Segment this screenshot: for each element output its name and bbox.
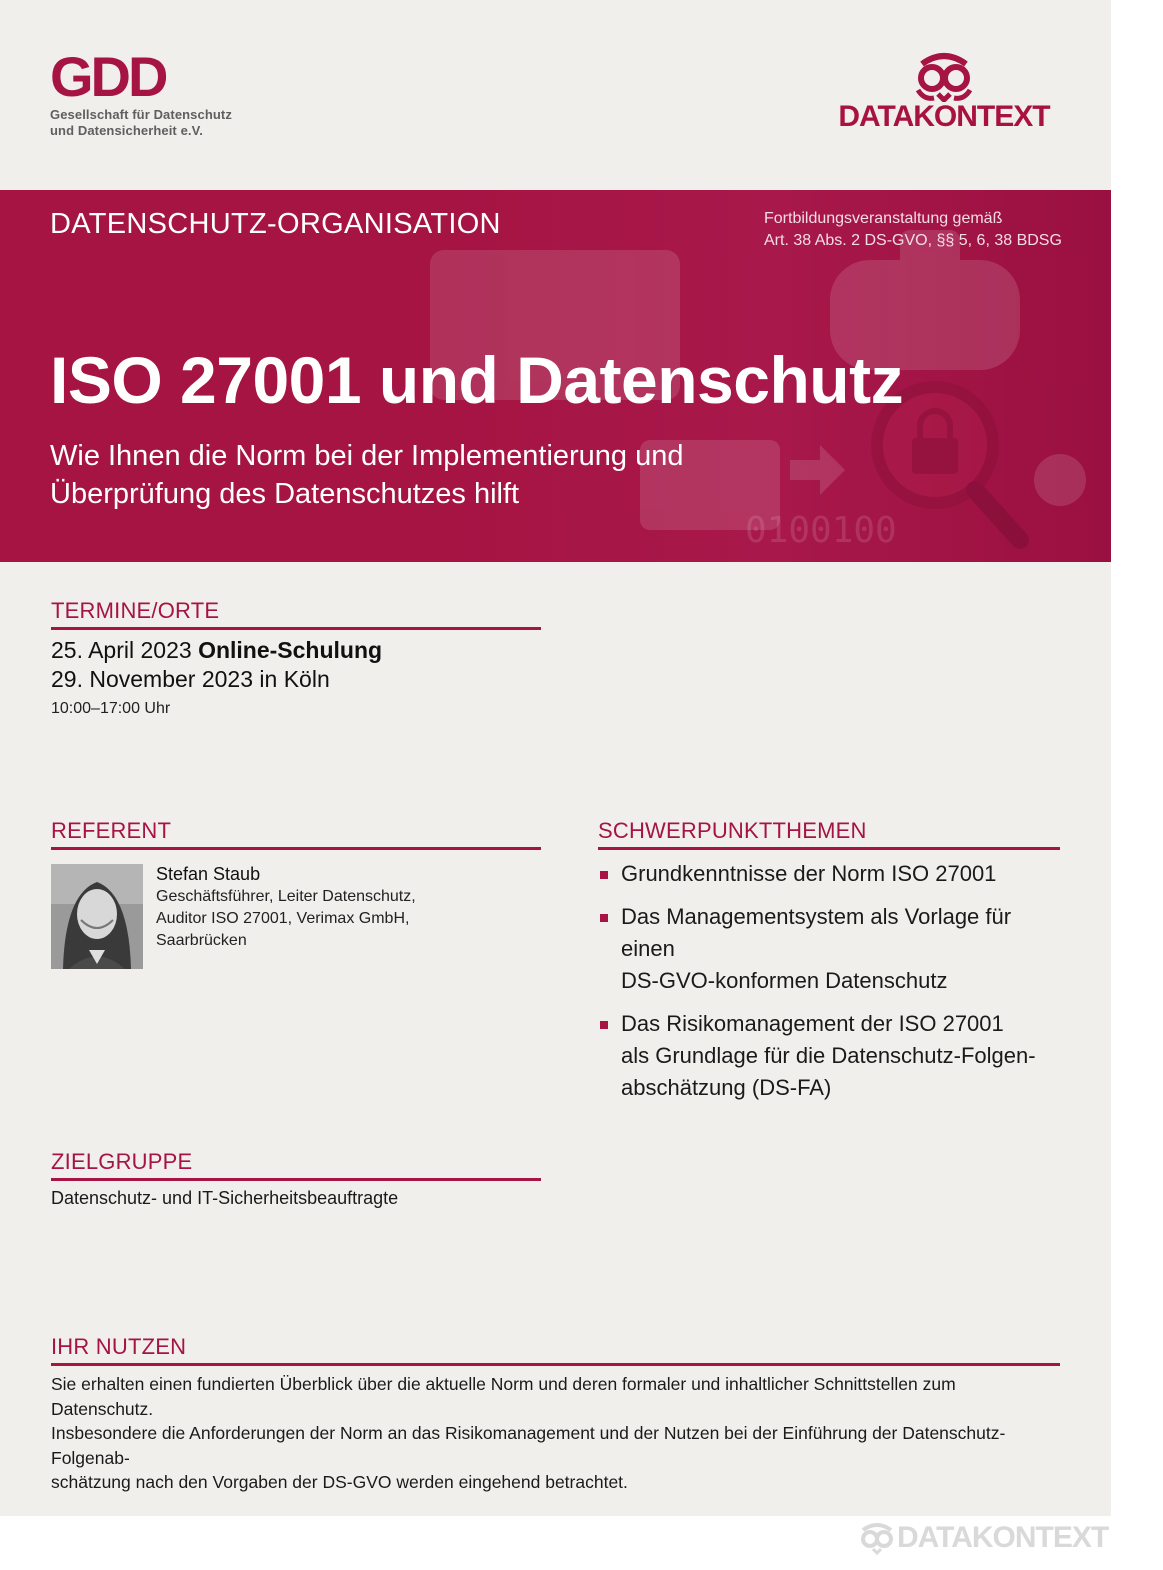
benefit-line2: Insbesondere die Anforderungen der Norm an das Risikomanagement und der Nutzen bei der Einführung der Datenschutz-Folgenab- (51, 1423, 1006, 1468)
date-line-2: 29. November 2023 in Köln (51, 666, 330, 692)
topic-3-line3: abschätzung (DS-FA) (621, 1075, 832, 1100)
footer-wordmark: DATAKONTEXT (897, 1521, 1109, 1554)
speaker-role-line1: Geschäftsführer, Leiter Datenschutz, (156, 888, 416, 905)
benefit-line1: Sie erhalten einen fundierten Überblick über die aktuelle Norm und deren formaler und inhaltlicher Schnittstellen zum Datenschutz. (51, 1374, 956, 1419)
subtitle-line1: Wie Ihnen die Norm bei der Implementierung und (50, 440, 684, 472)
datakontext-logo (826, 50, 1062, 132)
certification-note-line2: Art. 38 Abs. 2 DS-GVO, §§ 5, 6, 38 BDSG (764, 232, 1062, 249)
section-heading-zielgruppe: ZIELGRUPPE (51, 1149, 541, 1181)
section-heading-referent: REFERENT (51, 818, 541, 850)
topic-3-line2: als Grundlage für die Datenschutz-Folgen- (621, 1043, 1036, 1068)
topic-2-line2: DS-GVO-konformen Datenschutz (621, 968, 948, 993)
bullet-square-icon (600, 871, 608, 879)
subtitle-line2: Überprüfung des Datenschutzes hilft (50, 478, 520, 510)
datakontext-wordmark: DATAKONTEXT (838, 100, 1050, 133)
gdd-logo-letters: GDD (50, 52, 166, 100)
dates-block (51, 636, 382, 720)
bullet-square-icon (600, 1021, 608, 1029)
speaker-name: Stefan Staub (156, 864, 261, 884)
gdd-tagline-line2: und Datensicherheit e.V. (50, 123, 203, 138)
topics-list (598, 858, 1058, 1115)
gear-icon (1034, 454, 1086, 506)
date-line-1 (51, 636, 382, 665)
category-label: DATENSCHUTZ-ORGANISATION (50, 208, 501, 240)
list-item (598, 858, 1058, 890)
gdd-logo-mark (50, 52, 180, 100)
speaker-info (156, 862, 426, 952)
owl-logo-icon (912, 50, 976, 102)
certification-note-line1: Fortbildungsveranstaltung gemäß (764, 210, 1003, 227)
topic-1-line1: Grundkenntnisse der Norm ISO 27001 (621, 861, 997, 886)
speaker-role (156, 886, 426, 952)
list-item (598, 1008, 1058, 1104)
padlock-icon (912, 438, 958, 474)
topic-2-line1: Das Managementsystem als Vorlage für einen (621, 904, 1012, 961)
date-1-format: Online-Schulung (198, 637, 383, 663)
list-item (598, 901, 1058, 997)
benefit-line3: schätzung nach den Vorgaben der DS-GVO werden eingehend betrachtet. (51, 1472, 628, 1492)
speaker-role-line3: Saarbrücken (156, 932, 247, 949)
date-1: 25. April 2023 (51, 637, 199, 663)
arrow-icon (790, 445, 845, 495)
speaker-photo (51, 864, 143, 969)
section-heading-termine: TERMINE/ORTE (51, 598, 541, 630)
certification-note (764, 208, 1062, 252)
gdd-tagline-line1: Gesellschaft für Datenschutz (50, 107, 232, 122)
page-subtitle (50, 437, 750, 513)
speaker-role-line2: Auditor ISO 27001, Verimax GmbH, (156, 910, 410, 927)
gdd-logo (50, 52, 232, 139)
time-range: 10:00–17:00 Uhr (51, 700, 171, 717)
speaker-portrait-image (51, 864, 143, 969)
hero-banner (0, 190, 1111, 562)
section-heading-schwerpunkte: SCHWERPUNKTTHEMEN (598, 818, 1060, 850)
topic-3-line1: Das Risikomanagement der ISO 27001 (621, 1011, 1004, 1036)
gdd-tagline (50, 107, 232, 139)
target-audience: Datenschutz- und IT-Sicherheitsbeauftragte (51, 1188, 399, 1208)
owl-logo-icon (857, 1521, 897, 1555)
benefit-text (51, 1372, 1061, 1495)
bullet-square-icon (600, 914, 608, 922)
page-title: ISO 27001 und Datenschutz (50, 343, 904, 417)
binary-digits: 0100100 (745, 510, 897, 551)
section-heading-nutzen: IHR NUTZEN (51, 1334, 1060, 1366)
